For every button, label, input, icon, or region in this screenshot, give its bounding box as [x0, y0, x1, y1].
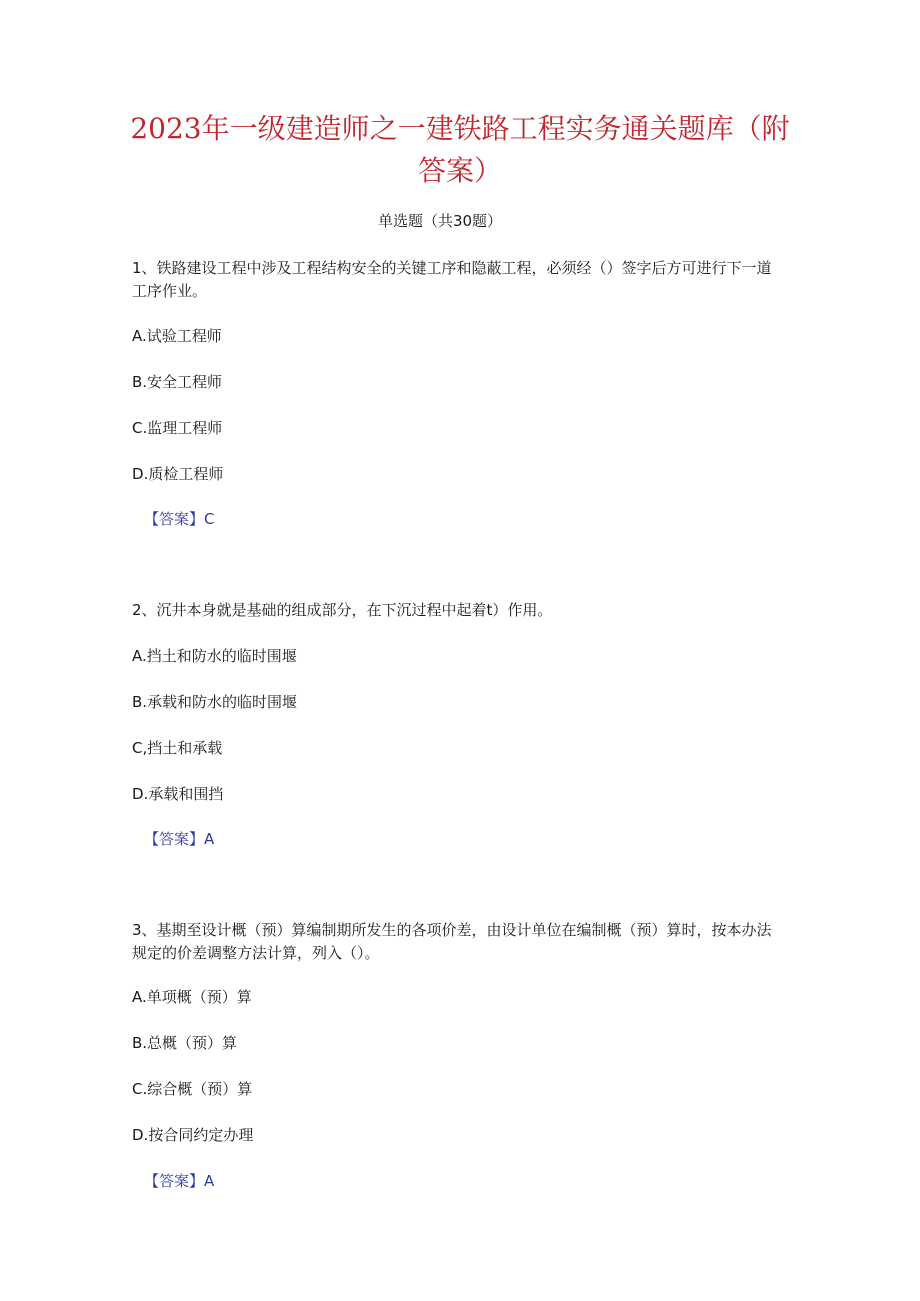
question-1-answer: 【答案】C [144, 510, 215, 528]
document-title: 2023年一级建造师之一建铁路工程实务通关题库（附答案） [130, 112, 790, 187]
question-3-option-b: B.总概（预）算 [132, 1034, 238, 1052]
question-2-option-a: A.挡土和防水的临时围堰 [132, 647, 297, 665]
section-heading: 单选题（共30题） [377, 212, 503, 230]
question-3-stem: 3、基期至设计概（预）算编制期所发生的各项价差，由设计单位在编制概（预）算时，按本办法规定的价差调整方法计算，列入（）。 [132, 921, 772, 962]
question-2-option-c: C,挡土和承载 [132, 739, 223, 757]
question-1-option-a: A.试验工程师 [132, 327, 222, 345]
question-2-option-d: D.承载和围挡 [132, 785, 224, 803]
question-2-answer: 【答案】A [144, 830, 215, 848]
question-1-option-b: B.安全工程师 [132, 373, 223, 391]
question-3-option-c: C.综合概（预）算 [132, 1080, 253, 1098]
question-1-option-c: C.监理工程师 [132, 419, 223, 437]
question-2-stem: 2、沉井本身就是基础的组成部分，在下沉过程中起着t）作用。 [132, 601, 553, 619]
question-3-option-d: D.按合同约定办理 [132, 1126, 254, 1144]
question-2-option-b: B.承载和防水的临时围堰 [132, 693, 298, 711]
question-3-option-a: A.单项概（预）算 [132, 988, 252, 1006]
question-3-answer: 【答案】A [144, 1172, 215, 1190]
question-1-option-d: D.质检工程师 [132, 465, 224, 483]
question-1-stem: 1、铁路建设工程中涉及工程结构安全的关键工序和隐蔽工程，必须经（）签字后方可进行下一道工序作业。 [132, 259, 772, 300]
